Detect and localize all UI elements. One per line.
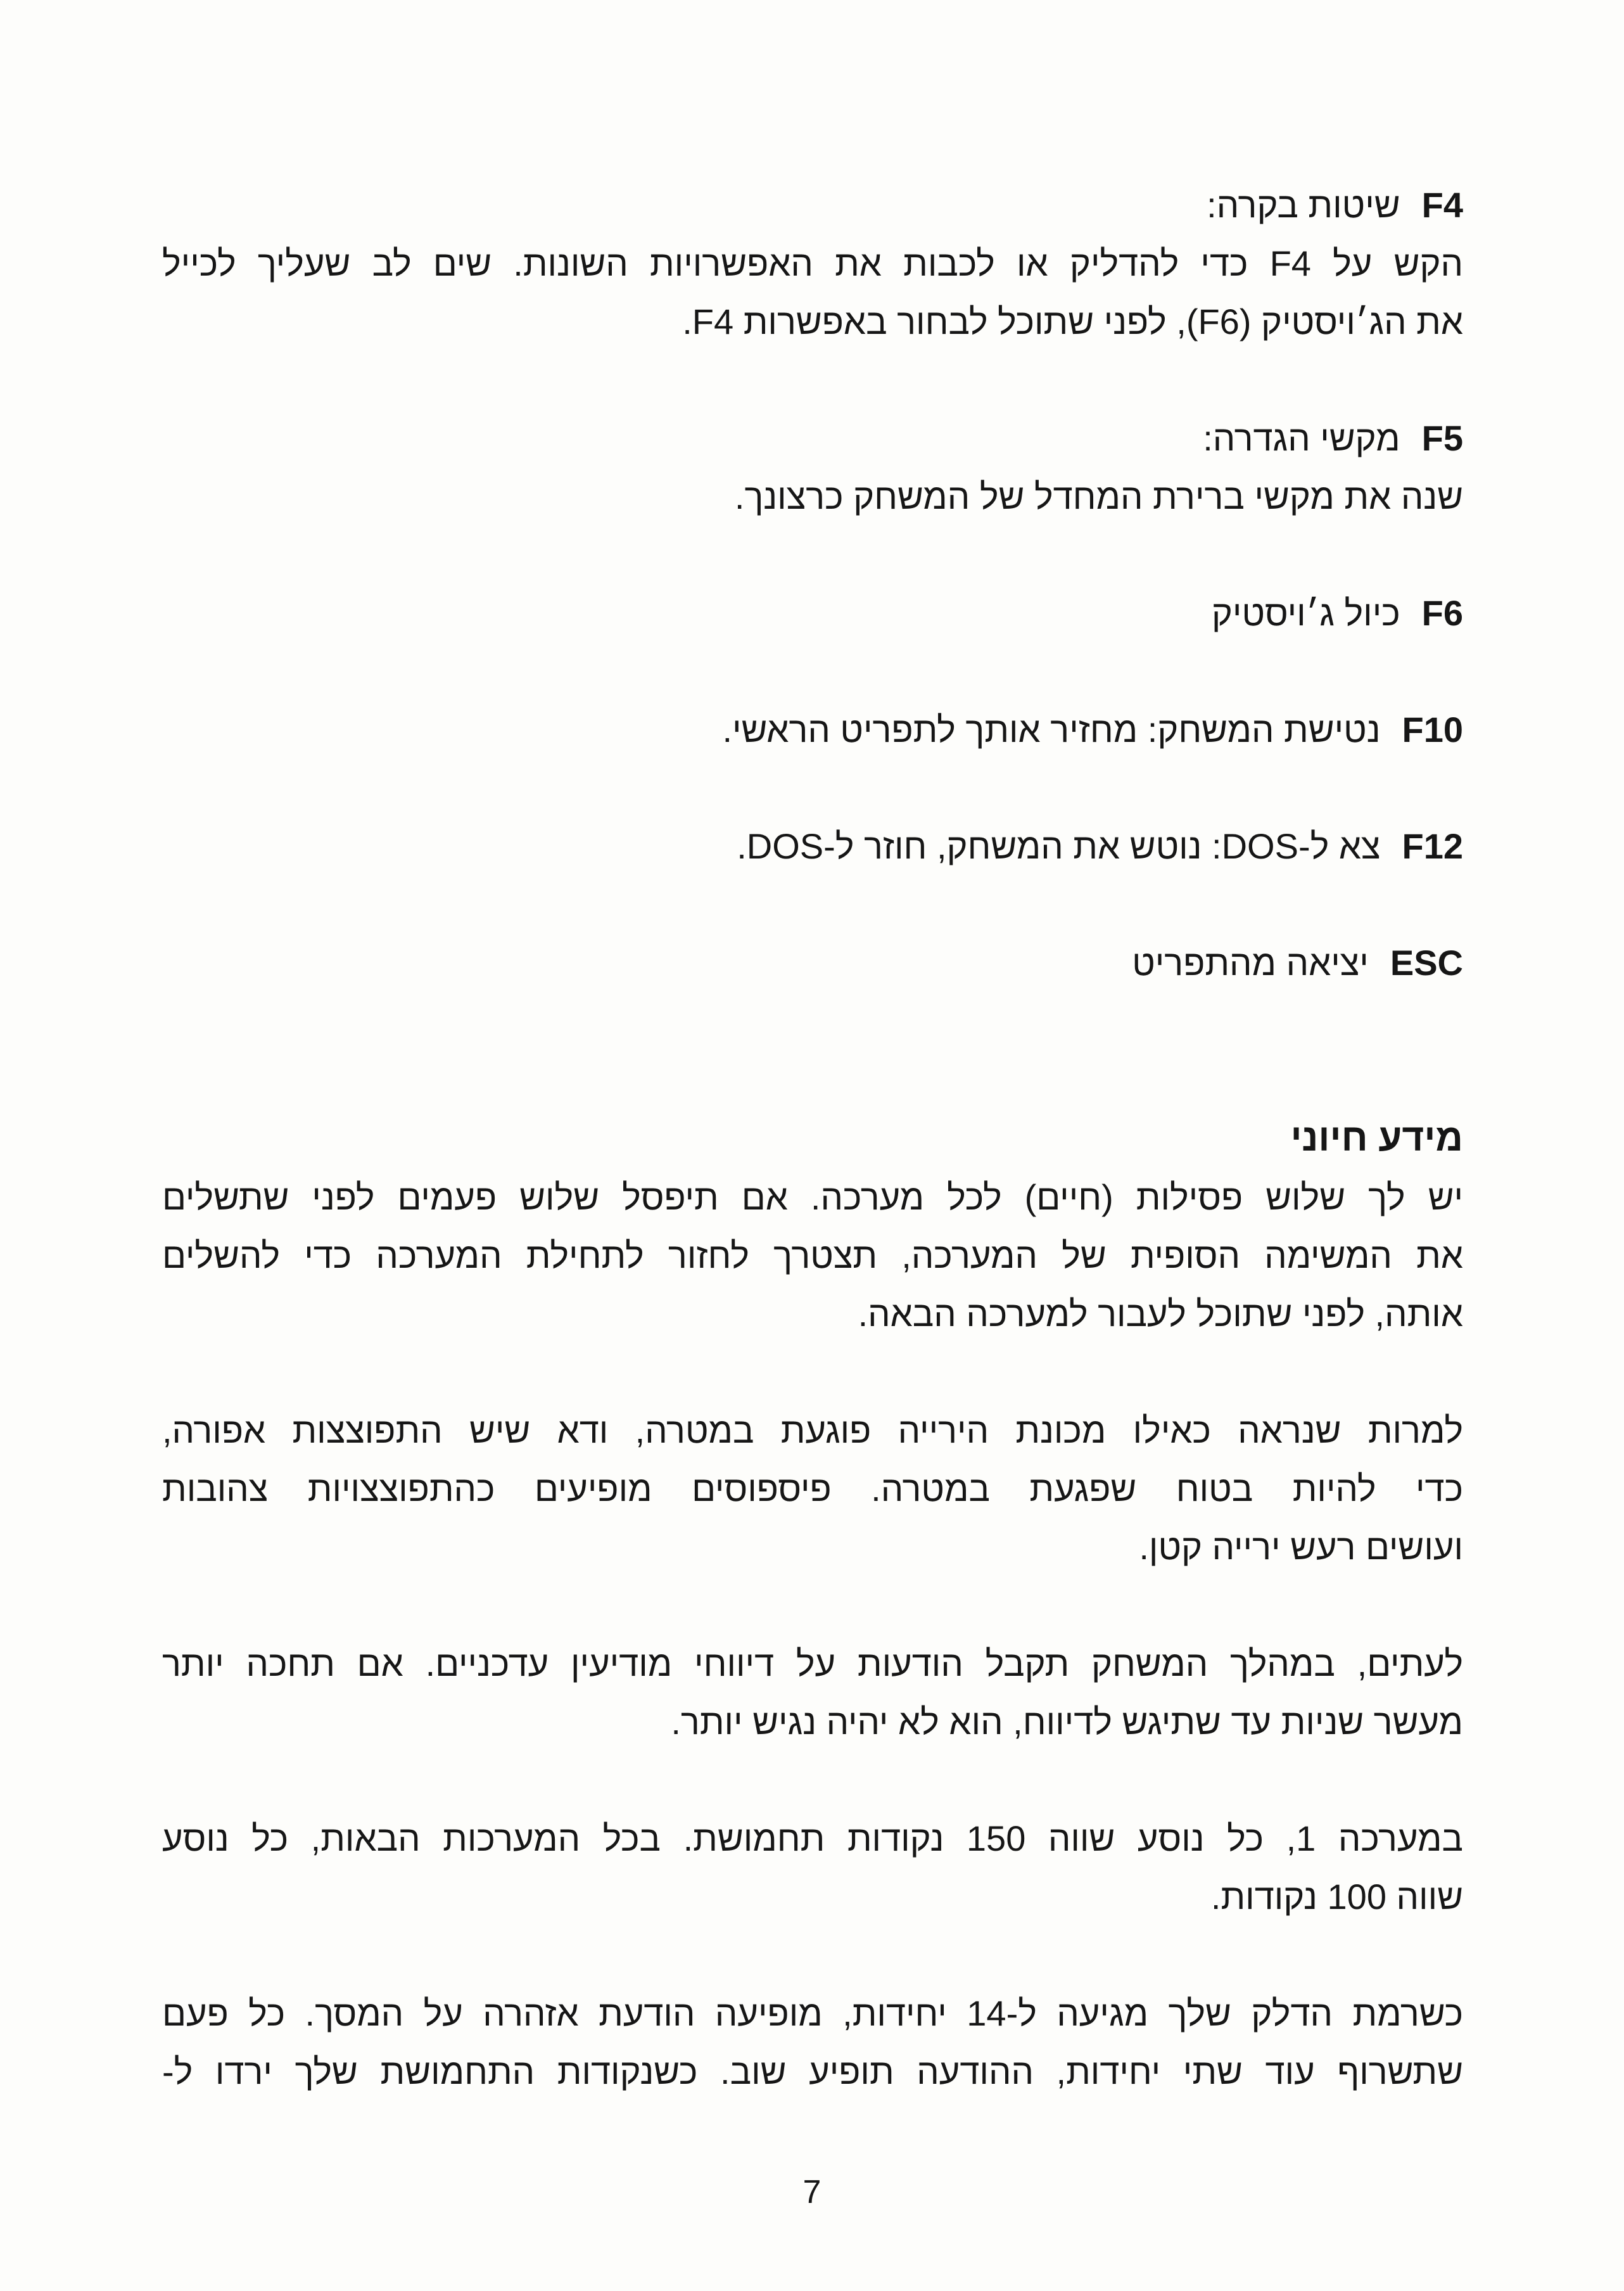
key-label: F4: [1421, 185, 1463, 225]
paragraph-line: כדי להיות בטוח שפגעת במטרה. פיספוסים מופיעים כהתפוצצויות צהובות: [162, 1469, 1463, 1509]
key-heading-esc: [162, 934, 1463, 992]
key-description-line: שנה את מקשי ברירת המחדל של המשחק כרצונך.: [734, 476, 1463, 516]
paragraph-line: אותה, לפני שתוכל לעבור למערכה הבאה.: [858, 1294, 1463, 1334]
key-description-line: הקש על F4 כדי להדליק או לכבות את האפשרויות השונות. שים לב שעליך לכייל: [162, 243, 1463, 283]
key-heading-f10: [162, 701, 1463, 759]
paragraph-line: מעשר שניות עד שתיגש לדיווח, הוא לא יהיה נגיש יותר.: [671, 1702, 1463, 1742]
key-description-line: את הג׳ויסטיק (F6), לפני שתוכל לבחור באפשרות F4.: [682, 302, 1463, 341]
key-entry-f5: [162, 409, 1463, 526]
paragraph-passengers: [162, 1809, 1463, 1926]
paragraph-hits: [162, 1401, 1463, 1576]
key-heading-f4: [162, 176, 1463, 234]
key-label: F5: [1421, 418, 1463, 458]
paragraph-line: יש לך שלוש פסילות (חיים) לכל מערכה. אם תיפסל שלוש פעמים לפני שתשלים: [162, 1177, 1463, 1217]
paragraph-line: את המשימה הסופית של המערכה, תצטרך לחזור לתחילת המערכה כדי להשלים: [162, 1235, 1463, 1275]
key-title: מקשי הגדרה:: [1203, 418, 1400, 458]
page-number: 7: [802, 2174, 822, 2211]
key-label: F12: [1402, 826, 1463, 866]
key-label: F6: [1421, 593, 1463, 633]
paragraph-line: ועושים רעש ירייה קטן.: [1139, 1527, 1463, 1567]
paragraph-line: כשרמת הדלק שלך מגיעה ל-14 יחידות, מופיעה הודעת אזהרה על המסך. כל פעם: [162, 1993, 1464, 2033]
key-entry-f12: [162, 817, 1463, 876]
paragraph-line: למרות שנראה כאילו מכונת הירייה פוגעת במטרה, ודא שיש התפוצצות אפורה,: [162, 1410, 1463, 1450]
paragraph-line: שתשרוף עוד שתי יחידות, ההודעה תופיע שוב. כשנקודות התחמושת שלך ירדו ל-: [162, 2052, 1463, 2091]
section-essential-info: [162, 1107, 1463, 1168]
key-heading-f5: [162, 409, 1463, 468]
key-entry-esc: [162, 934, 1463, 992]
paragraph-lives: [162, 1168, 1463, 1343]
paragraph-intel-reports: [162, 1635, 1463, 1751]
key-title: נטישת המשחק: מחזיר אותך לתפריט הראשי.: [722, 710, 1381, 750]
key-title: יציאה מהתפריט: [1132, 943, 1369, 983]
key-entry-f6: [162, 584, 1463, 642]
paragraph-line: שווה 100 נקודות.: [1210, 1877, 1463, 1917]
key-entry-f10: [162, 701, 1463, 759]
key-label: ESC: [1390, 943, 1463, 983]
key-title: כיול ג׳ויסטיק: [1211, 593, 1400, 633]
key-heading-f6: [162, 584, 1463, 642]
key-label: F10: [1402, 710, 1463, 750]
key-title: שיטות בקרה:: [1207, 185, 1400, 225]
paragraph-line: במערכה 1, כל נוסע שווה 150 נקודות תחמושת. בכל המערכות הבאות, כל נוסע: [162, 1818, 1463, 1858]
section-heading: מידע חיוני: [1290, 1116, 1463, 1159]
paragraph-line: לעתים, במהלך המשחק תקבל הודעות על דיווחי מודיעין עדכניים. אם תחכה יותר: [162, 1643, 1463, 1683]
key-entry-f4: [162, 176, 1463, 351]
key-heading-f12: [162, 817, 1463, 876]
key-title: צא ל-DOS: נוטש את המשחק, חוזר ל-DOS.: [737, 826, 1381, 866]
paragraph-fuel: [162, 1984, 1463, 2101]
